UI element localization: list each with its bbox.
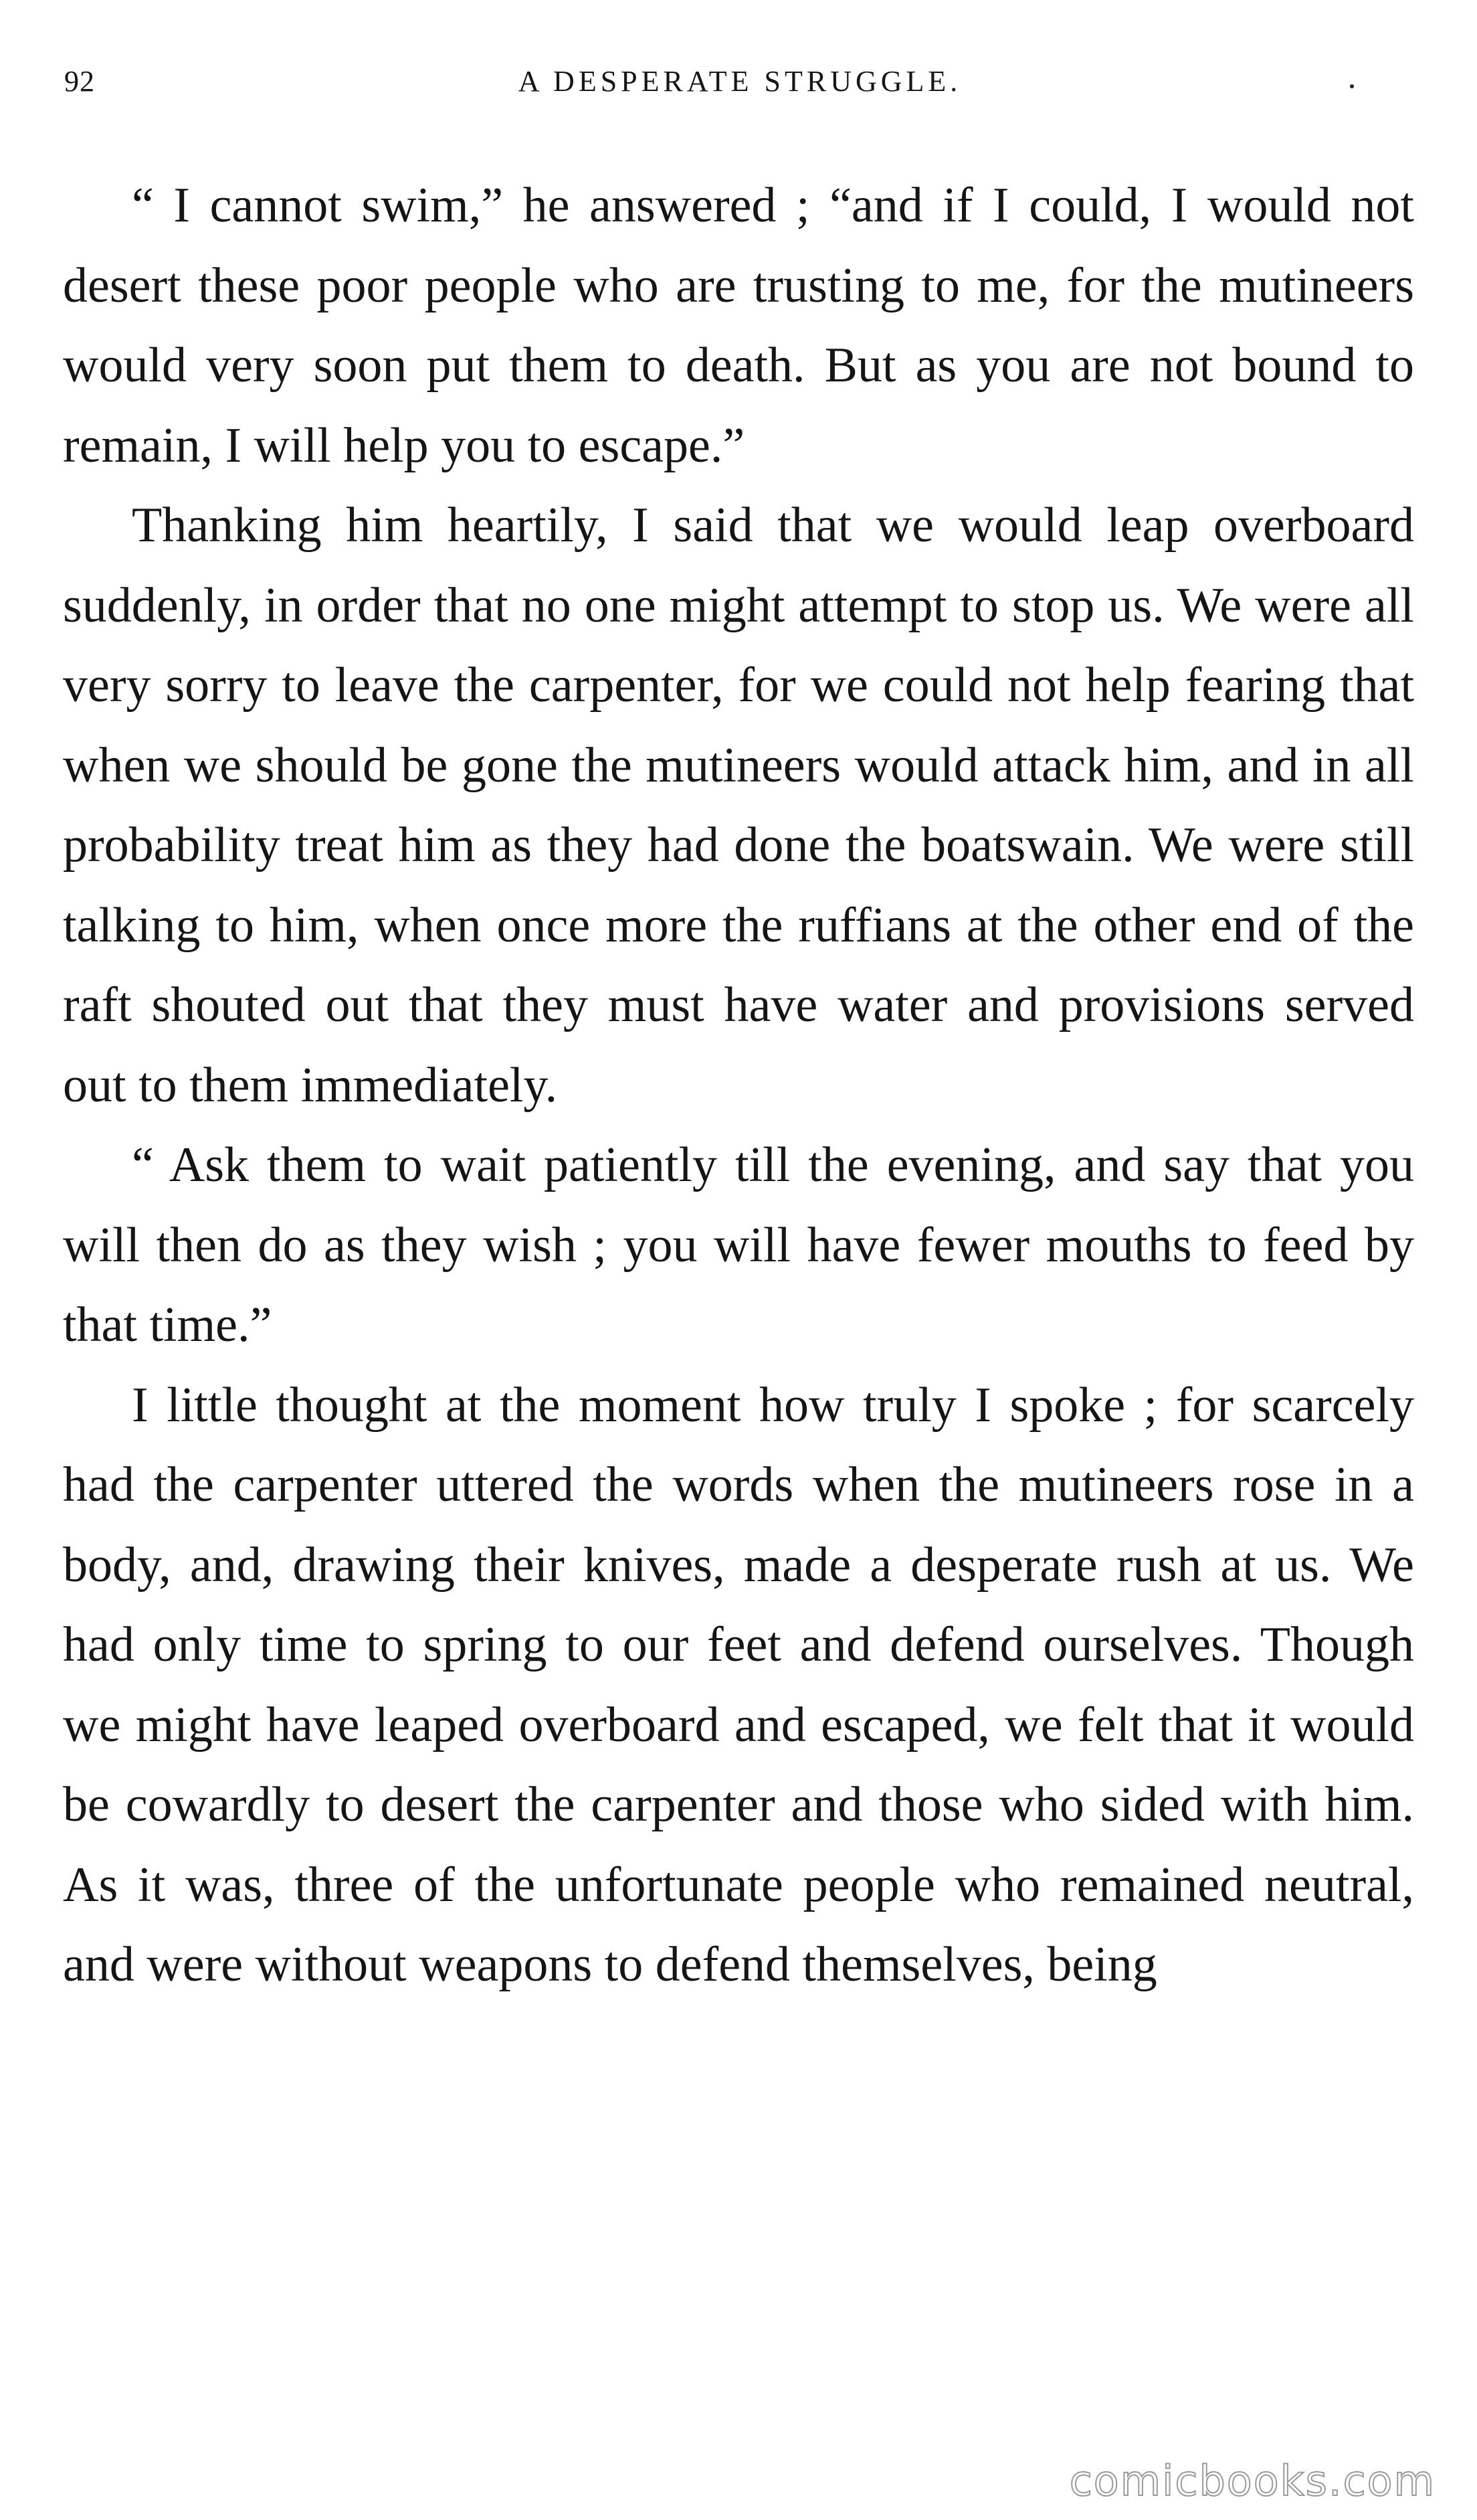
ornament-dot [1350, 84, 1354, 88]
page-number: 92 [64, 65, 95, 98]
running-head: A DESPERATE STRUGGLE. [518, 65, 962, 98]
watermark: comicbooks.com [1069, 2456, 1436, 2505]
paragraph-4: I little thought at the moment how truly I spoke ; for scarcely had the carpenter uttered the words when the mutineers rose in a body, and, drawing their knives, made a desperate rush at us. We had only time to spring to our feet and defend ourselves. Though we might have leaped overboard and escaped, we felt that it would be cowardly to desert the carpenter and those who sided with him. As it was, three of the unfortunate people who remained neutral, and were without weapons to defend themselves, being [63, 1377, 1414, 1992]
paragraph-2: Thanking him heartily, I said that we would leap overboard suddenly, in order that no one might attempt to stop us. We were all very sorry to leave the carpenter, for we could not help fearing that when we should be gone the mutineers would attack him, and in all probability treat him as they had done the boatswain. We were still talking to him, when once more the ruffians at the other end of the raft shouted out that they must have water and provisions served out to them immediately. [63, 498, 1414, 1113]
page-header [64, 64, 1415, 124]
body-text [63, 166, 1414, 2005]
paragraph-1: “ I cannot swim,” he answered ; “and if I could, I would not desert these poor people who are trusting to me, for the mutineers would very soon put them to death. But as you are not bound to remain, I will help you to escape.” [63, 178, 1414, 473]
paragraph-3: “ Ask them to wait patiently till the evening, and say that you will then do as they wish ; you will have fewer mouths to feed by that time.” [63, 1138, 1414, 1352]
